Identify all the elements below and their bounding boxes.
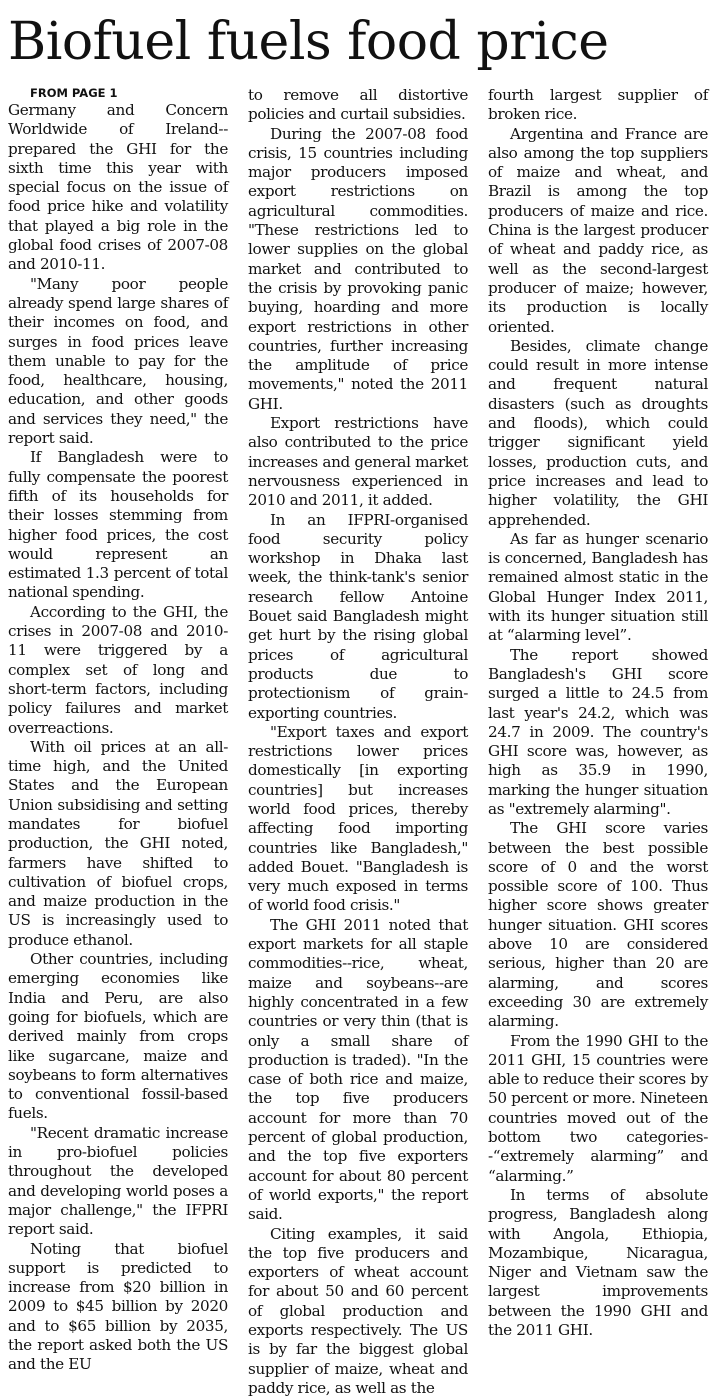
paragraph: Germany and Concern Worldwide of Ireland--prepared the GHI for the sixth time this year with special focus on the issue of food price hike and volatility that played a big role in the global food crises of 2007-08 and 2010-11. — [8, 101, 228, 274]
paragraph: According to the GHI, the crises in 2007-08 and 2010-11 were triggered by a complex set of long and short-term factors, including policy failures and market overreactions. — [8, 602, 228, 737]
paragraph: In an IFPRI-organised food security policy workshop in Dhaka last week, the think-tank's senior research fellow Antoine Bouet said Bangladesh might get hurt by the rising global prices of agricultural products due to protectionism of grain-exporting countries. — [248, 510, 468, 722]
paragraph: "Many poor people already spend large shares of their incomes on food, and surges in food prices leave them unable to pay for the food, healthcare, housing, education, and other goods and services they need," the report said. — [8, 274, 228, 448]
paragraph: In terms of absolute progress, Bangladesh along with Angola, Ethiopia, Mozambique, Nicaragua, Niger and Vietnam saw the largest improvements between the 1990 GHI and the 2011 GHI. — [488, 1185, 708, 1339]
paragraph: Besides, climate change could result in more intense and frequent natural disasters (such as droughts and floods), which could trigger significant yield losses, production cuts, and price increases and lead to higher volatility, the GHI apprehended. — [488, 336, 708, 529]
paragraph: If Bangladesh were to fully compensate the poorest fifth of its households for their losses stemming from higher food prices, the cost would represent an estimated 1.3 percent of total national spending. — [8, 448, 228, 602]
article-column-3 — [488, 86, 708, 1368]
paragraph: During the 2007-08 food crisis, 15 countries including major producers imposed export restrictions on agricultural commodities. "These restrictions led to lower supplies on the global market and contributed to the crisis by provoking panic buying, hoarding and more export restrictions in other countries, further increasing the amplitude of price movements," noted the 2011 GHI. — [248, 124, 468, 413]
paragraph: "Recent dramatic increase in pro-biofuel policies throughout the developed and developing world poses a major challenge," the IFPRI report said. — [8, 1123, 228, 1239]
paragraph: "Export taxes and export restrictions lower prices domestically [in exporting countries] but increases world food prices, thereby affecting food importing countries like Bangladesh," added Bouet. "Bangladesh is very much exposed in terms of world food crisis." — [248, 722, 468, 915]
paragraph: The GHI score varies between the best possible score of 0 and the worst possible score of 100. Thus higher score shows greater hunger situation. GHI scores above 10 are considered serious, higher than 20 are alarming, and scores exceeding 30 are extremely alarming. — [488, 819, 708, 1031]
headline: Biofuel fuels food price — [8, 12, 609, 72]
paragraph: From the 1990 GHI to the 2011 GHI, 15 countries were able to reduce their scores by 50 percent or more. Nineteen countries moved out of the bottom two categories--“extremely alarming” and “alarming.” — [488, 1031, 708, 1185]
paragraph: Citing examples, it said the top five producers and exporters of wheat account for about 50 and 60 percent of global production and exports respectively. The US is by far the biggest global supplier of maize, wheat and paddy rice, as well as the — [248, 1224, 468, 1397]
paragraph: The GHI 2011 noted that export markets for all staple commodities--rice, wheat, maize and soybeans--are highly concentrated in a few countries or very thin (that is only a small share of production is traded). "In the case of both rice and maize, the top five producers account for more than 70 percent of global production, and the top five exporters account for about 80 percent of world exports," the report said. — [248, 915, 468, 1224]
paragraph: Noting that biofuel support is predicted to increase from $20 billion in 2009 to $45 billion by 2020 and to $65 billion by 2035, the report asked both the US and the EU — [8, 1239, 228, 1374]
article-column-2 — [248, 86, 468, 1397]
paragraph: As far as hunger scenario is concerned, Bangladesh has remained almost static in the Global Hunger Index 2011, with its hunger situation still at “alarming level”. — [488, 529, 708, 645]
article-column-1 — [8, 86, 228, 1374]
paragraph: The report showed Bangladesh's GHI score surged a little to 24.5 from last year's 24.2, which was 24.7 in 2009. The country's GHI score was, however, as high as 35.9 in 1990, marking the hunger situation as "extremely alarming". — [488, 645, 708, 818]
paragraph: Export restrictions have also contributed to the price increases and general market nervousness experienced in 2010 and 2011, it added. — [248, 414, 468, 510]
paragraph: Other countries, including emerging economies like India and Peru, are also going for biofuels, which are derived mainly from crops like sugarcane, maize and soybeans to form alternatives to conventional fossil-based fuels. — [8, 950, 228, 1123]
continuation-kicker: FROM PAGE 1 — [30, 86, 118, 100]
paragraph: fourth largest supplier of broken rice. — [488, 86, 708, 124]
paragraph: Argentina and France are also among the top suppliers of maize and wheat, and Brazil is among the top producers of maize and rice. China is the largest producer of wheat and paddy rice, as well as the second-largest producer of maize; however, its production is locally oriented. — [488, 124, 708, 336]
paragraph: With oil prices at an all-time high, and the United States and the European Union subsidising and setting mandates for biofuel production, the GHI noted, farmers have shifted to cultivation of biofuel crops, and maize production in the US is increasingly used to produce ethanol. — [8, 737, 228, 949]
paragraph: to remove all distortive policies and curtail subsidies. — [248, 86, 468, 124]
